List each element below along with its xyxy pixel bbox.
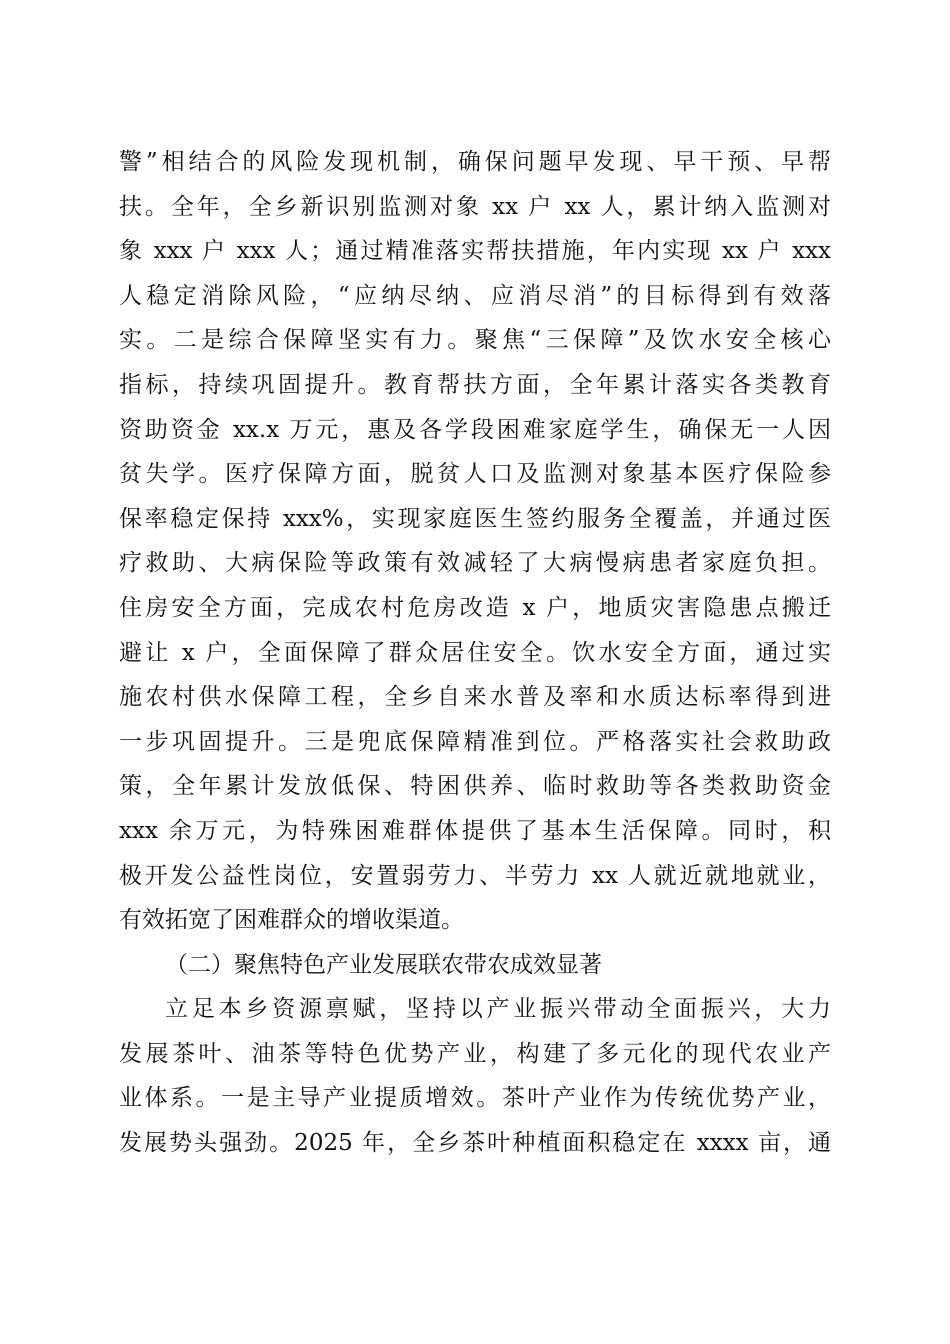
- text-line: 有效拓宽了困难群众的增收渠道。: [119, 907, 464, 934]
- text-line: 疗救助、大病保险等政策有效减轻了大病慢病患者家庭负担。: [119, 550, 831, 577]
- text-line: 业体系。一是主导产业提质增效。茶叶产业作为传统优势产业，: [119, 1085, 831, 1112]
- text-line: 发展茶叶、油茶等特色优势产业，构建了多元化的现代农业产: [119, 1040, 831, 1067]
- text-line: 贫失学。医疗保障方面，脱贫人口及监测对象基本医疗保险参: [119, 461, 831, 488]
- text-line: 象 xxx 户 xxx 人；通过精准落实帮扶措施，年内实现 xx 户 xxx: [119, 238, 831, 265]
- text-line: 扶。全年，全乡新识别监测对象 xx 户 xx 人，累计纳入监测对: [119, 193, 831, 220]
- text-line: 立足本乡资源禀赋，坚持以产业振兴带动全面振兴，大力: [165, 996, 831, 1023]
- text-line: 避让 x 户，全面保障了群众居住安全。饮水安全方面，通过实: [119, 639, 831, 666]
- text-line: 保率稳定保持 xxx%，实现家庭医生签约服务全覆盖，并通过医: [119, 505, 831, 532]
- text-line: 警”相结合的风险发现机制，确保问题早发现、早干预、早帮: [119, 149, 831, 175]
- text-line: 人稳定消除风险，“应纳尽纳、应消尽消”的目标得到有效落: [119, 282, 831, 309]
- text-line: 一步巩固提升。三是兜底保障精准到位。严格落实社会救助政: [119, 728, 831, 755]
- paragraph-poverty-monitoring: [119, 140, 831, 1166]
- text-line: 施农村供水保障工程，全乡自来水普及率和水质达标率得到进: [119, 684, 831, 711]
- text-line: 指标，持续巩固提升。教育帮扶方面，全年累计落实各类教育: [119, 371, 831, 398]
- text-line: 实。二是综合保障坚实有力。聚焦“三保障”及饮水安全核心: [119, 327, 831, 354]
- text-line: 住房安全方面，完成农村危房改造 x 户，地质灾害隐患点搬迁: [119, 594, 831, 621]
- text-line: xxx 余万元，为特殊困难群体提供了基本生活保障。同时，积: [119, 817, 831, 844]
- text-line: 极开发公益性岗位，安置弱劳力、半劳力 xx 人就近就地就业，: [119, 862, 831, 889]
- section-heading: （二）聚焦特色产业发展联农带农成效显著: [165, 951, 602, 978]
- text-line: 资助资金 xx.x 万元，惠及各学段困难家庭学生，确保无一人因: [119, 416, 831, 443]
- text-line: 策，全年累计发放低保、特困供养、临时救助等各类救助资金: [119, 773, 831, 800]
- text-line: 发展势头强劲。2025 年，全乡茶叶种植面积稳定在 xxxx 亩，通: [119, 1130, 831, 1157]
